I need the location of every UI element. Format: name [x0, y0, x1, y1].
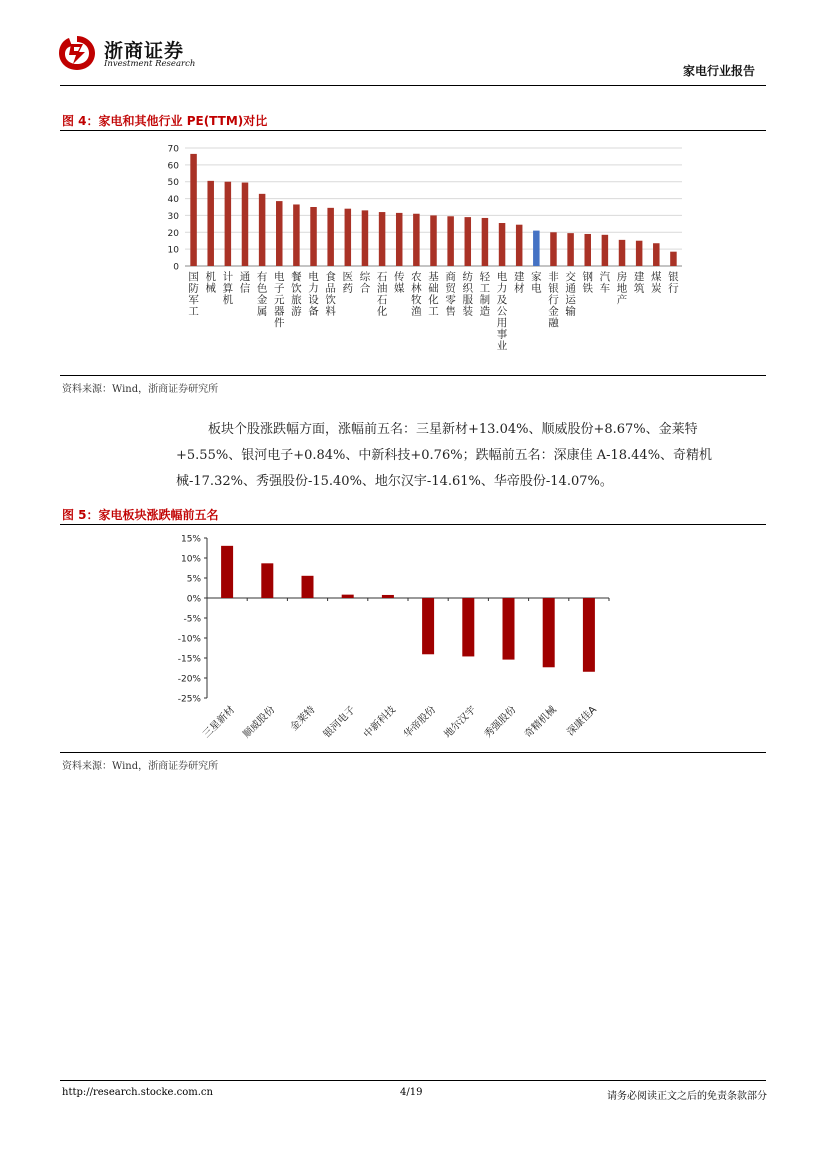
x-tick-label: 家电	[531, 271, 542, 295]
bar	[261, 563, 273, 598]
bar	[207, 181, 214, 266]
bar	[567, 233, 574, 266]
bar	[670, 252, 677, 266]
figure4-title: 图 4：家电和其他行业 PE(TTM)对比	[62, 114, 268, 128]
bar	[225, 182, 232, 266]
figure4-source: 资料来源：Wind，浙商证券研究所	[62, 384, 219, 395]
y-tick-label: 50	[167, 178, 179, 189]
y-tick-label: 10%	[180, 554, 201, 565]
figure4-bottom-rule	[60, 375, 766, 376]
x-tick-label: 轻工制造	[479, 271, 491, 318]
y-tick-label: 0	[173, 262, 179, 273]
x-tick-label: 汽车	[599, 271, 611, 295]
company-name-en: Investment Research	[104, 59, 196, 69]
y-tick-label: -20%	[177, 674, 201, 685]
x-tick-label: 三星新材	[201, 704, 238, 741]
bar	[602, 235, 609, 266]
bar	[583, 598, 595, 672]
figure5-bottom-rule	[60, 752, 766, 753]
x-tick-label: 建材	[513, 271, 525, 295]
y-tick-label: 10	[167, 245, 179, 256]
y-tick-label: -25%	[177, 694, 201, 705]
company-logo-icon	[57, 34, 97, 72]
footer-url: http://research.stocke.com.cn	[62, 1087, 213, 1098]
bar	[653, 243, 660, 266]
bar	[242, 183, 249, 266]
x-tick-label: 中新科技	[361, 704, 399, 741]
y-tick-label: 15%	[180, 534, 201, 545]
x-tick-label: 食品饮料	[325, 271, 336, 318]
body-paragraph	[176, 417, 751, 495]
x-tick-label: 医药	[342, 271, 354, 295]
x-tick-label: 房地产	[616, 271, 628, 306]
bar	[430, 215, 437, 266]
x-tick-label: 电力设备	[308, 271, 319, 318]
x-tick-label: 煤炭	[651, 271, 662, 295]
x-tick-label: 电子元器件	[274, 271, 285, 329]
figure4-top-rule	[60, 130, 766, 131]
figure5-source: 资料来源：Wind，浙商证券研究所	[62, 761, 219, 772]
bar	[345, 209, 352, 266]
y-tick-label: 5%	[186, 574, 201, 585]
bar	[482, 218, 489, 266]
x-tick-label: 建筑	[633, 271, 645, 295]
y-tick-label: -15%	[177, 654, 201, 665]
x-tick-label: 传媒	[393, 271, 405, 295]
x-tick-label: 基础化工	[428, 271, 439, 318]
x-tick-label: 银河电子	[321, 704, 358, 741]
figure4-pe-chart	[60, 140, 766, 370]
bar	[503, 598, 515, 660]
y-tick-label: 20	[167, 228, 179, 239]
bar	[362, 210, 369, 266]
body-paragraph-text: 板块个股涨跌幅方面，涨幅前五名：三星新材+13.04%、顺威股份+8.67%、金莱特+5.55%、银河电子+0.84%、中新科技+0.76%；跌幅前五名：深康佳 A-18.44%、奇精机械-17.32%、秀强股份-15.40%、地尔汉宇-14.61%、华帝股份-14.07%。	[176, 422, 713, 489]
x-tick-label: 奇精机械	[522, 704, 559, 741]
x-tick-label: 商贸零售	[445, 271, 456, 318]
bar	[276, 201, 283, 266]
bar	[413, 214, 420, 266]
x-tick-label: 钢铁	[582, 271, 593, 295]
x-tick-label: 综合	[359, 271, 371, 295]
x-tick-label: 深康佳A	[565, 704, 600, 739]
footer-divider	[60, 1080, 766, 1081]
x-tick-label: 机械	[205, 271, 216, 295]
figure5-title: 图 5：家电板块涨跌幅前五名	[62, 508, 219, 522]
x-tick-label: 纺织服装	[462, 271, 474, 318]
bar	[465, 217, 472, 266]
bar	[302, 576, 314, 598]
x-tick-label: 餐饮旅游	[291, 271, 302, 318]
y-tick-label: 70	[167, 144, 179, 155]
bar	[447, 216, 454, 266]
bar	[342, 595, 354, 598]
x-tick-label: 通信	[239, 271, 251, 295]
x-tick-label: 华帝股份	[402, 704, 439, 741]
x-tick-label: 交通运输	[565, 271, 576, 318]
bar	[516, 225, 523, 266]
bar	[550, 232, 557, 266]
y-tick-label: 40	[167, 195, 179, 206]
report-type: 家电行业报告	[682, 64, 755, 78]
bar	[293, 204, 300, 266]
bar	[499, 223, 506, 266]
bar	[396, 213, 403, 266]
y-tick-label: 60	[167, 161, 179, 172]
x-tick-label: 银行	[668, 271, 679, 295]
x-tick-label: 农林牧渔	[411, 271, 422, 318]
y-tick-label: -5%	[183, 614, 201, 625]
y-tick-label: -10%	[177, 634, 201, 645]
figure5-change-chart	[60, 528, 766, 750]
x-tick-label: 地尔汉宇	[442, 704, 479, 741]
bar	[584, 234, 591, 266]
bar	[259, 194, 266, 266]
bar	[310, 207, 317, 266]
x-tick-label: 计算机	[222, 271, 234, 306]
x-tick-label: 非银行金融	[548, 271, 559, 329]
figure5-top-rule	[60, 524, 766, 525]
bar	[422, 598, 434, 654]
bar	[636, 241, 643, 266]
x-tick-label: 顺威股份	[241, 704, 278, 741]
bar	[619, 240, 626, 266]
x-tick-label: 电力及公用事业	[496, 271, 508, 352]
bar	[327, 208, 334, 266]
x-tick-label: 有色金属	[256, 271, 268, 318]
x-tick-label: 金莱特	[288, 704, 318, 734]
y-tick-label: 0%	[186, 594, 201, 605]
bar	[533, 231, 540, 266]
x-tick-label: 石油石化	[376, 271, 388, 318]
x-tick-label: 秀强股份	[482, 704, 519, 741]
bar	[190, 154, 197, 266]
bar	[221, 546, 233, 598]
footer-disclaimer: 请务必阅读正文之后的免责条款部分	[607, 1091, 767, 1102]
bar	[382, 595, 394, 598]
y-tick-label: 30	[167, 211, 179, 222]
page-number: 4/19	[400, 1087, 423, 1098]
bar	[462, 598, 474, 656]
company-name-cn: 浙商证券	[104, 40, 185, 62]
bar	[543, 598, 555, 667]
header-divider	[60, 85, 766, 86]
bar	[379, 212, 386, 266]
x-tick-label: 国防军工	[188, 271, 199, 318]
